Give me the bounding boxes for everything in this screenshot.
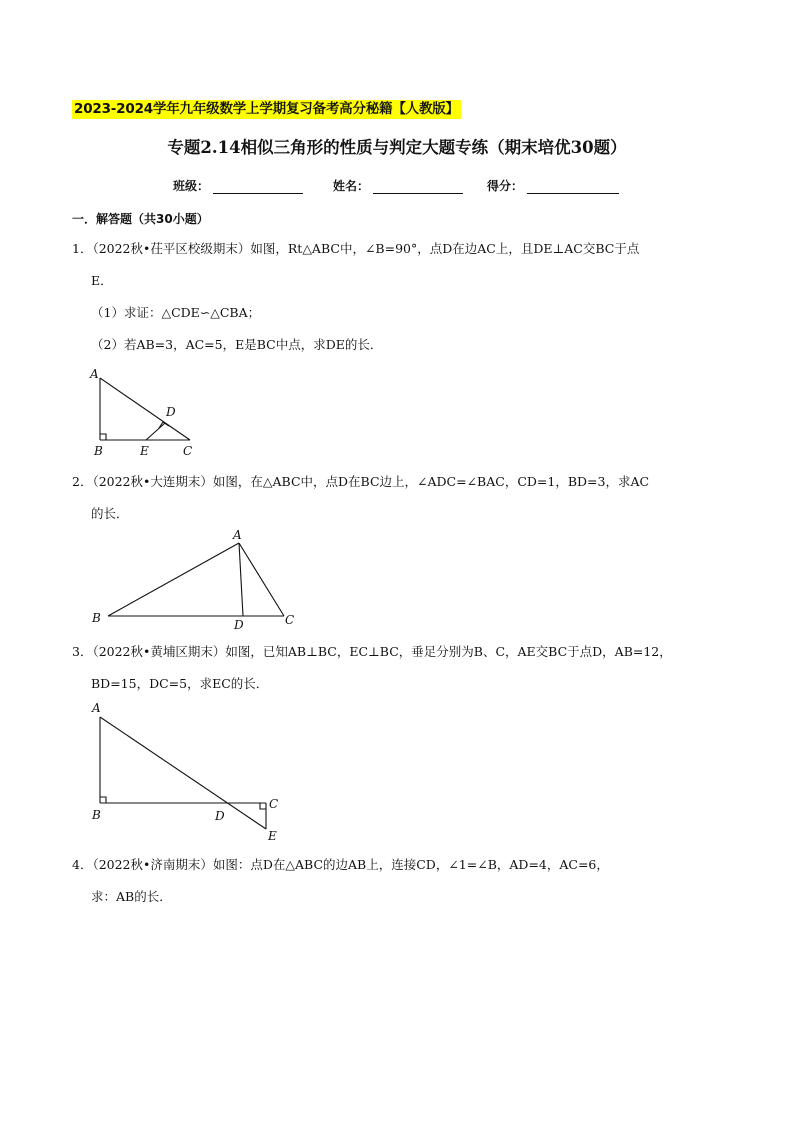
figure-2-triangle [86,526,306,634]
label-c: C [183,444,193,458]
segment-ae [100,717,266,829]
right-angle-b [100,797,106,803]
score-field [487,177,619,194]
label-b: B [92,611,101,625]
label-b: B [94,444,103,458]
label-a: A [233,528,242,542]
label-d: D [166,405,176,419]
score-blank [527,179,619,194]
label-d: D [234,618,244,632]
name-field [333,177,463,194]
segment-ac [239,543,284,616]
question-4-line-1: 4．（2022秋•济南期末）如图：点D在△ABC的边AB上，连接CD，∠1=∠B，AD=4，AC=6， [72,857,609,872]
section-heading: 一．解答题（共30小题） [72,212,209,226]
name-label: 姓名： [333,179,370,193]
figure-3-triangles [82,698,292,844]
class-field [173,177,303,194]
score-label: 得分： [487,179,524,193]
page-title: 专题2.14相似三角形的性质与判定大题专练（期末培优30题） [167,138,627,157]
question-4-line-2: 求：AB的长． [91,889,172,904]
label-a: A [90,367,99,381]
question-1-part-1: （1）求证：△CDE∽△CBA； [91,305,261,320]
segment-ab [108,543,239,616]
right-angle-c [260,803,266,809]
question-1-line-2: E． [91,273,113,288]
question-1-line-1: 1．（2022秋•茌平区校级期末）如图，Rt△ABC中，∠B=90°，点D在边AC上，且DE⊥AC交BC于点 [72,241,640,256]
segment-ac [100,378,190,440]
label-a: A [92,701,101,715]
right-angle-b [100,434,106,440]
label-e: E [268,829,277,843]
label-b: B [92,808,101,822]
segment-de [146,423,165,440]
segment-ad [239,543,243,616]
series-tag: 2023-2024学年九年级数学上学期复习备考高分秘籍【人教版】 [74,101,459,117]
class-blank [213,179,303,194]
label-d: D [215,809,225,823]
question-3-line-1: 3．（2022秋•黄埔区期末）如图，已知AB⊥BC，EC⊥BC，垂足分别为B、C，AE交BC于点D，AB=12， [72,644,672,659]
question-1-part-2: （2）若AB=3，AC=5，E是BC中点，求DE的长． [91,337,383,352]
label-c: C [269,797,279,811]
figure-1-right-triangle [82,364,212,462]
label-c: C [285,613,295,627]
question-3-line-2: BD=15，DC=5，求EC的长． [91,676,269,691]
question-2-line-2: 的长． [91,506,129,521]
class-label: 班级： [173,179,210,193]
question-2-line-1: 2．（2022秋•大连期末）如图，在△ABC中，点D在BC边上，∠ADC=∠BAC，CD=1，BD=3，求AC [72,474,650,489]
label-e: E [140,444,149,458]
name-blank [373,179,463,194]
